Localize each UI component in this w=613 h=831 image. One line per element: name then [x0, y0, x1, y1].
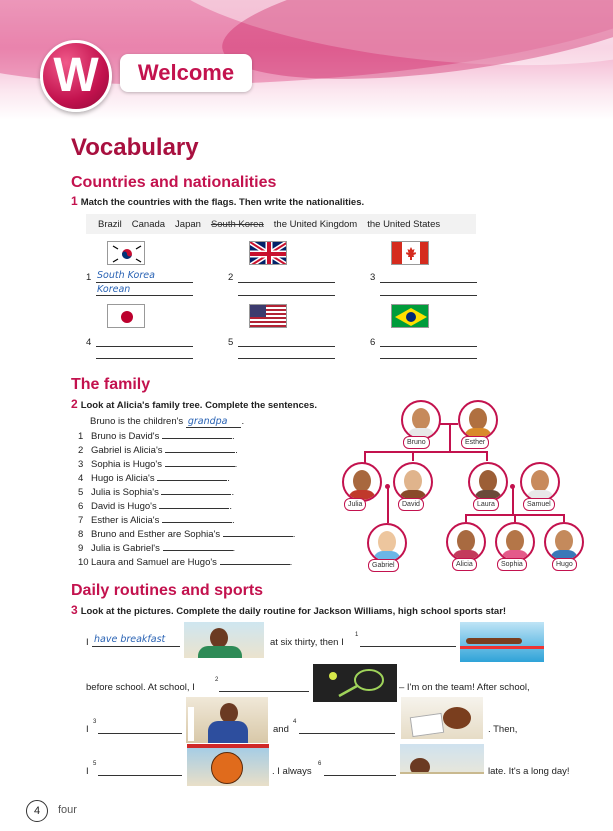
tree-connector	[364, 451, 486, 453]
south-korea-flag	[107, 241, 145, 265]
answer-line[interactable]	[238, 295, 335, 296]
japan-flag	[107, 304, 145, 328]
sentence-blank[interactable]	[159, 500, 229, 509]
answer-line[interactable]	[324, 775, 396, 776]
sentence-3: 3 Sophia is Hugo's .	[78, 459, 238, 470]
routine-line4-suffix: late. It's a long day!	[488, 766, 570, 777]
blank-number: 2	[215, 677, 219, 683]
sentence-blank[interactable]	[165, 458, 235, 467]
boy-body	[208, 721, 248, 743]
exercise-3-instruction	[71, 603, 506, 617]
sophia-name-tag: Sophia	[497, 558, 527, 571]
unit-badge: W	[40, 40, 112, 112]
routine-line1-prefix: I	[86, 637, 89, 648]
item-number: 5	[228, 337, 234, 348]
united-states-flag	[249, 304, 287, 328]
sentence-6: 6 David is Hugo's .	[78, 501, 232, 512]
hoop-rim	[187, 744, 269, 748]
routines-heading: Daily routines and sports	[71, 582, 264, 599]
boy-head	[220, 703, 238, 723]
samuel-portrait	[520, 462, 560, 502]
sentence-number: 10	[78, 557, 89, 568]
tree-connector	[512, 487, 514, 514]
item-number: 6	[370, 337, 376, 348]
answer-line[interactable]	[380, 282, 477, 283]
face	[378, 531, 396, 553]
sentence-blank[interactable]	[163, 542, 233, 551]
routine-line2-prefix: before school. At school, I	[86, 682, 195, 693]
esther-name-tag: Esther	[461, 436, 489, 449]
routine-line4-middle: . I always	[272, 766, 312, 777]
sentence-number: 5	[78, 487, 84, 498]
sentence-number: 7	[78, 515, 84, 526]
esther-portrait	[458, 400, 498, 440]
united-kingdom-flag	[249, 241, 287, 265]
tree-connector	[563, 514, 565, 522]
laura-portrait	[468, 462, 508, 502]
laura-name-tag: Laura	[473, 498, 499, 511]
sentence-text: Bruno and Esther are Sophia's	[91, 529, 221, 540]
david-portrait	[393, 462, 433, 502]
face	[353, 470, 371, 492]
sentence-number: 4	[78, 473, 84, 484]
answer-line[interactable]	[360, 646, 456, 647]
face	[555, 530, 573, 552]
sentence-number: 3	[78, 459, 84, 470]
answer-line[interactable]	[380, 358, 477, 359]
gabriel-portrait	[367, 523, 407, 563]
word-box-item: the United States	[367, 218, 441, 230]
sleeping-picture	[400, 744, 484, 786]
answer-line[interactable]	[98, 733, 182, 734]
routine-line3-prefix: I	[86, 724, 89, 735]
tree-connector	[449, 423, 451, 451]
face	[412, 408, 430, 430]
routine-line1-middle: at six thirty, then I	[270, 637, 344, 648]
sentence-text: Hugo is Alicia's	[91, 473, 155, 484]
swimmer	[466, 638, 522, 644]
sentence-text: Bruno is David's	[91, 431, 160, 442]
sentence-blank[interactable]	[162, 514, 232, 523]
sentence-9: 9 Julia is Gabriel's .	[78, 543, 236, 554]
answer-line[interactable]	[96, 346, 193, 347]
face	[457, 530, 475, 552]
sentence-5: 5 Julia is Sophia's .	[78, 487, 235, 498]
routine-line2-suffix: – I'm on the team! After school,	[399, 682, 530, 693]
answer-line	[92, 646, 180, 647]
window-frame	[188, 707, 194, 741]
bed	[400, 772, 484, 786]
sentence-number: 8	[78, 529, 84, 540]
face	[479, 470, 497, 492]
item-number: 3	[370, 272, 376, 283]
country-answer[interactable]: South Korea	[97, 270, 155, 281]
tree-connector	[412, 451, 414, 461]
sophia-portrait	[495, 522, 535, 562]
sentence-7: 7 Esther is Alicia's .	[78, 515, 235, 526]
countries-heading: Countries and nationalities	[71, 174, 277, 191]
breakfast-picture	[184, 622, 264, 666]
lane-rope	[460, 646, 544, 649]
tree-connector	[387, 487, 389, 523]
notebook	[410, 713, 444, 737]
sentence-4: 4 Hugo is Alicia's .	[78, 473, 230, 484]
item-number: 2	[228, 272, 234, 283]
sentence-text: David is Hugo's	[91, 501, 157, 512]
answer-line[interactable]	[380, 346, 477, 347]
exercise-number: 2	[71, 397, 78, 411]
word-box-item: South Korea	[210, 218, 264, 230]
answer-line[interactable]	[96, 358, 193, 359]
exercise-number: 3	[71, 603, 78, 617]
swimming-picture	[460, 622, 544, 662]
answer-line[interactable]	[299, 733, 395, 734]
sentence-blank[interactable]	[220, 556, 290, 565]
sentence-number: 2	[78, 445, 84, 456]
hand	[443, 707, 471, 729]
sentence-text: Gabriel is Alicia's	[91, 445, 163, 456]
item-number: 4	[86, 337, 92, 348]
table	[184, 658, 264, 666]
sentence-text: Sophia is Hugo's	[91, 459, 162, 470]
hugo-name-tag: Hugo	[552, 558, 577, 571]
word-box	[86, 214, 476, 234]
word-box-item: Canada	[131, 218, 166, 230]
instruction-text: Look at Alicia's family tree. Complete the sentences.	[80, 400, 318, 411]
item-number: 1	[86, 272, 92, 283]
example-answer: grandpa	[186, 416, 242, 428]
hugo-portrait	[544, 522, 584, 562]
sentence-blank[interactable]	[223, 528, 293, 537]
exercise-2-instruction	[71, 397, 317, 411]
page-number-word: four	[58, 804, 77, 816]
routine-line3-middle: and	[273, 724, 289, 735]
alicia-name-tag: Alicia	[452, 558, 477, 571]
tree-connector	[514, 514, 516, 522]
blank-number: 1	[355, 632, 359, 638]
blank-number: 6	[318, 761, 322, 767]
sentence-2: 2 Gabriel is Alicia's .	[78, 445, 238, 456]
sentence-text: Julia is Gabriel's	[91, 543, 160, 554]
answer-line[interactable]	[98, 775, 182, 776]
answer-line[interactable]	[238, 358, 335, 359]
word-box-item: the United Kingdom	[273, 218, 358, 230]
word-box-item: Japan	[175, 218, 201, 230]
sentence-10: 10 Laura and Samuel are Hugo's .	[78, 557, 293, 568]
answer-line[interactable]	[219, 691, 309, 692]
sentence-blank[interactable]	[157, 472, 227, 481]
tree-connector	[486, 451, 488, 461]
gabriel-name-tag: Gabriel	[368, 559, 399, 572]
brazil-flag	[391, 304, 429, 328]
answer-line[interactable]	[238, 346, 335, 347]
studying-picture	[186, 697, 268, 743]
example-text: Bruno is the children's	[90, 416, 184, 427]
alicia-portrait	[446, 522, 486, 562]
homework-picture	[401, 697, 483, 739]
tree-connector	[465, 514, 467, 522]
unit-title: Welcome	[120, 54, 252, 92]
bruno-portrait	[401, 400, 441, 440]
routine-line4-prefix: I	[86, 766, 89, 777]
tennis-picture	[313, 664, 397, 702]
sentence-1: 1 Bruno is David's .	[78, 431, 235, 442]
family-heading: The family	[71, 376, 151, 393]
example-sentence: Bruno is the children's grandpa .	[90, 416, 245, 427]
answer-line	[96, 282, 193, 283]
julia-portrait	[342, 462, 382, 502]
sentence-number: 6	[78, 501, 84, 512]
answer-line	[96, 295, 193, 296]
canada-flag	[391, 241, 429, 265]
samuel-name-tag: Samuel	[523, 498, 555, 511]
face	[506, 530, 524, 552]
basketball-picture	[187, 744, 269, 786]
bruno-name-tag: Bruno	[403, 436, 430, 449]
face	[404, 470, 422, 492]
blank-number: 4	[293, 719, 297, 725]
boy-head	[210, 628, 228, 648]
exercise-number: 1	[71, 194, 78, 208]
routine-line3-suffix: . Then,	[488, 724, 518, 735]
sentence-blank[interactable]	[161, 486, 231, 495]
routine-example-answer: have breakfast	[94, 634, 166, 645]
sentence-8: 8 Bruno and Esther are Sophia's .	[78, 529, 296, 540]
exercise-1-instruction	[71, 194, 364, 208]
sentence-number: 9	[78, 543, 84, 554]
sentence-blank[interactable]	[165, 444, 235, 453]
word-box-item: Brazil	[98, 218, 122, 230]
instruction-text: Look at the pictures. Complete the daily routine for Jackson Williams, high school sports star!	[80, 606, 507, 617]
instruction-text: Match the countries with the flags. Then write the nationalities.	[80, 197, 365, 208]
julia-name-tag: Julia	[344, 498, 366, 511]
face	[531, 470, 549, 492]
sentence-text: Laura and Samuel are Hugo's	[91, 557, 217, 568]
sentence-blank[interactable]	[162, 430, 232, 439]
answer-line[interactable]	[380, 295, 477, 296]
sentence-text: Julia is Sophia's	[91, 487, 159, 498]
page-number: 4	[26, 800, 48, 822]
sentence-text: Esther is Alicia's	[91, 515, 160, 526]
sentence-number: 1	[78, 431, 84, 442]
answer-line[interactable]	[238, 282, 335, 283]
blank-number: 5	[93, 761, 97, 767]
nationality-answer[interactable]: Korean	[97, 284, 131, 295]
header-swoosh	[215, 0, 613, 103]
blank-number: 3	[93, 719, 97, 725]
basketball	[211, 752, 243, 784]
face	[469, 408, 487, 430]
section-title: Vocabulary	[71, 134, 199, 161]
david-name-tag: David	[398, 498, 424, 511]
